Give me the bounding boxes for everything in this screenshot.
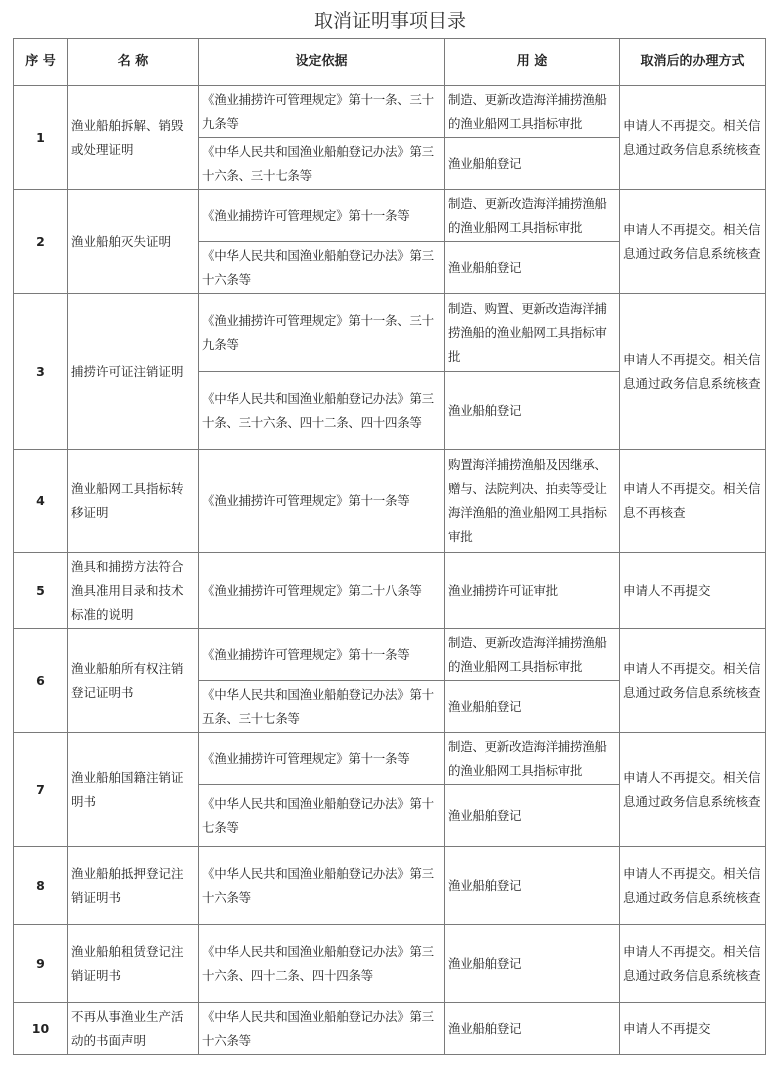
row-number: 3 — [14, 294, 68, 450]
usage: 购置海洋捕捞渔船及因继承、赠与、法院判决、拍卖等受让海洋渔船的渔业船网工具指标审批 — [445, 450, 620, 553]
table-row — [14, 629, 766, 681]
usage: 制造、更新改造海洋捕捞渔船的渔业船网工具指标审批 — [445, 733, 620, 785]
certificate-name: 捕捞许可证注销证明 — [68, 294, 199, 450]
handling-method: 申请人不再提交。相关信息通过政务信息系统核查 — [620, 294, 766, 450]
certificate-name: 渔业船舶拆解、销毁或处理证明 — [68, 86, 199, 190]
table-row — [14, 190, 766, 242]
row-number: 6 — [14, 629, 68, 733]
usage: 渔业船舶登记 — [445, 1003, 620, 1055]
legal-basis: 《渔业捕捞许可管理规定》第十一条、三十九条等 — [199, 294, 445, 372]
handling-method: 申请人不再提交。相关信息通过政务信息系统核查 — [620, 86, 766, 190]
table-row — [14, 733, 766, 785]
legal-basis: 《渔业捕捞许可管理规定》第十一条等 — [199, 450, 445, 553]
certificate-name: 渔业船舶国籍注销证明书 — [68, 733, 199, 847]
usage: 渔业船舶登记 — [445, 785, 620, 847]
certificate-name: 渔业船网工具指标转移证明 — [68, 450, 199, 553]
certificate-name: 渔具和捕捞方法符合渔具准用目录和技术标准的说明 — [68, 553, 199, 629]
usage: 制造、更新改造海洋捕捞渔船的渔业船网工具指标审批 — [445, 190, 620, 242]
certificate-name: 渔业船舶所有权注销登记证明书 — [68, 629, 199, 733]
handling-method: 申请人不再提交。相关信息通过政务信息系统核查 — [620, 733, 766, 847]
legal-basis: 《中华人民共和国渔业船舶登记办法》第三十六条等 — [199, 1003, 445, 1055]
handling-method: 申请人不再提交。相关信息通过政务信息系统核查 — [620, 925, 766, 1003]
table-row — [14, 86, 766, 138]
header-name: 名 称 — [68, 39, 199, 86]
header-use: 用 途 — [445, 39, 620, 86]
usage: 渔业船舶登记 — [445, 242, 620, 294]
certificate-name: 不再从事渔业生产活动的书面声明 — [68, 1003, 199, 1055]
usage: 制造、购置、更新改造海洋捕捞渔船的渔业船网工具指标审批 — [445, 294, 620, 372]
row-number: 2 — [14, 190, 68, 294]
legal-basis: 《中华人民共和国渔业船舶登记办法》第十五条、三十七条等 — [199, 681, 445, 733]
usage: 渔业船舶登记 — [445, 925, 620, 1003]
legal-basis: 《中华人民共和国渔业船舶登记办法》第三十六条等 — [199, 242, 445, 294]
table-row — [14, 847, 766, 925]
handling-method: 申请人不再提交 — [620, 1003, 766, 1055]
row-number: 5 — [14, 553, 68, 629]
handling-method: 申请人不再提交 — [620, 553, 766, 629]
header-no: 序 号 — [14, 39, 68, 86]
table-row — [14, 925, 766, 1003]
legal-basis: 《中华人民共和国渔业船舶登记办法》第三十六条、四十二条、四十四条等 — [199, 925, 445, 1003]
legal-basis: 《渔业捕捞许可管理规定》第十一条等 — [199, 629, 445, 681]
legal-basis: 《中华人民共和国渔业船舶登记办法》第三十六条、三十七条等 — [199, 138, 445, 190]
certificate-name: 渔业船舶灭失证明 — [68, 190, 199, 294]
table-body — [14, 86, 766, 1055]
table-row — [14, 553, 766, 629]
certificate-name: 渔业船舶抵押登记注销证明书 — [68, 847, 199, 925]
usage: 制造、更新改造海洋捕捞渔船的渔业船网工具指标审批 — [445, 629, 620, 681]
page-title: 取消证明事项目录 — [313, 10, 466, 32]
legal-basis: 《中华人民共和国渔业船舶登记办法》第三十六条等 — [199, 847, 445, 925]
row-number: 8 — [14, 847, 68, 925]
certificate-table — [13, 38, 766, 1055]
table-row — [14, 294, 766, 372]
usage: 渔业船舶登记 — [445, 138, 620, 190]
usage: 渔业捕捞许可证审批 — [445, 553, 620, 629]
header-row — [14, 39, 766, 86]
usage: 渔业船舶登记 — [445, 681, 620, 733]
handling-method: 申请人不再提交。相关信息通过政务信息系统核查 — [620, 629, 766, 733]
handling-method: 申请人不再提交。相关信息通过政务信息系统核查 — [620, 847, 766, 925]
row-number: 9 — [14, 925, 68, 1003]
row-number: 1 — [14, 86, 68, 190]
row-number: 4 — [14, 450, 68, 553]
legal-basis: 《渔业捕捞许可管理规定》第十一条、三十九条等 — [199, 86, 445, 138]
usage: 渔业船舶登记 — [445, 847, 620, 925]
certificate-name: 渔业船舶租赁登记注销证明书 — [68, 925, 199, 1003]
handling-method: 申请人不再提交。相关信息不再核查 — [620, 450, 766, 553]
legal-basis: 《渔业捕捞许可管理规定》第十一条等 — [199, 733, 445, 785]
header-basis: 设定依据 — [199, 39, 445, 86]
header-method: 取消后的办理方式 — [620, 39, 766, 86]
table-row — [14, 450, 766, 553]
handling-method: 申请人不再提交。相关信息通过政务信息系统核查 — [620, 190, 766, 294]
row-number: 10 — [14, 1003, 68, 1055]
row-number: 7 — [14, 733, 68, 847]
legal-basis: 《中华人民共和国渔业船舶登记办法》第十七条等 — [199, 785, 445, 847]
table-row — [14, 1003, 766, 1055]
legal-basis: 《渔业捕捞许可管理规定》第二十八条等 — [199, 553, 445, 629]
legal-basis: 《渔业捕捞许可管理规定》第十一条等 — [199, 190, 445, 242]
usage: 制造、更新改造海洋捕捞渔船的渔业船网工具指标审批 — [445, 86, 620, 138]
usage: 渔业船舶登记 — [445, 372, 620, 450]
legal-basis: 《中华人民共和国渔业船舶登记办法》第三十条、三十六条、四十二条、四十四条等 — [199, 372, 445, 450]
